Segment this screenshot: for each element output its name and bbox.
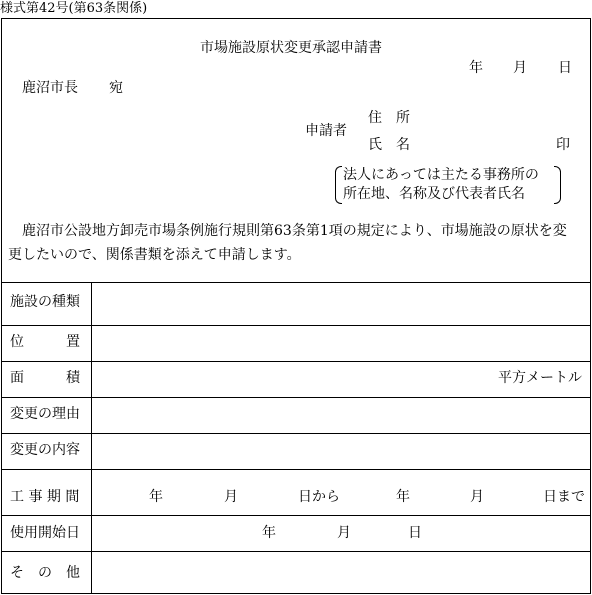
area-unit: 平方メートル bbox=[498, 370, 582, 386]
row-label-construction-period: 工 事 期 間 bbox=[10, 489, 80, 505]
row-label-facility-type: 施設の種類 bbox=[10, 294, 80, 310]
applicant-name-label: 氏 名 bbox=[368, 137, 410, 153]
row-label-use-start-date: 使用開始日 bbox=[10, 525, 80, 541]
use-start-year: 年 bbox=[262, 525, 276, 541]
period-end-month: 月 bbox=[470, 489, 484, 505]
row-label-change-reason: 変更の理由 bbox=[10, 406, 80, 422]
row-label-location: 位 置 bbox=[10, 334, 80, 350]
seal-mark: 印 bbox=[556, 137, 570, 153]
label-column-divider bbox=[91, 282, 92, 593]
use-start-day: 日 bbox=[408, 525, 422, 541]
row-label-area: 面 積 bbox=[10, 370, 80, 386]
applicant-address-label: 住 所 bbox=[368, 110, 410, 126]
period-end-day: 日まで bbox=[543, 489, 585, 505]
application-form bbox=[1, 18, 591, 594]
period-start-month: 月 bbox=[224, 489, 238, 505]
period-end-year: 年 bbox=[396, 489, 410, 505]
date-month-label: 月 bbox=[513, 60, 527, 76]
period-start-year: 年 bbox=[149, 489, 163, 505]
form-number-caption: 様式第42号(第63条関係) bbox=[0, 1, 148, 16]
period-start-day: 日から bbox=[298, 489, 340, 505]
addressee-name: 鹿沼市長 bbox=[22, 80, 78, 96]
body-text-line2: 更したいので、関係書類を添えて申請します。 bbox=[8, 247, 301, 263]
corporate-note-line2: 所在地、名称及び代表者氏名 bbox=[343, 186, 525, 202]
body-text-line1: 鹿沼市公設地方卸売市場条例施行規則第63条第1項の規定により、市場施設の原状を変 bbox=[22, 223, 567, 239]
note-bracket-left bbox=[335, 166, 342, 204]
row-label-change-content: 変更の内容 bbox=[10, 442, 80, 458]
date-day-label: 日 bbox=[558, 60, 572, 76]
row-label-other: そ の 他 bbox=[10, 565, 80, 581]
note-bracket-right bbox=[554, 166, 561, 204]
corporate-note-line1: 法人にあっては主たる事務所の bbox=[343, 167, 539, 183]
addressee-honorific: 宛 bbox=[109, 80, 123, 96]
date-year-label: 年 bbox=[469, 60, 483, 76]
use-start-month: 月 bbox=[337, 525, 351, 541]
form-title: 市場施設原状変更承認申請書 bbox=[200, 40, 382, 56]
applicant-label: 申請者 bbox=[305, 123, 347, 139]
